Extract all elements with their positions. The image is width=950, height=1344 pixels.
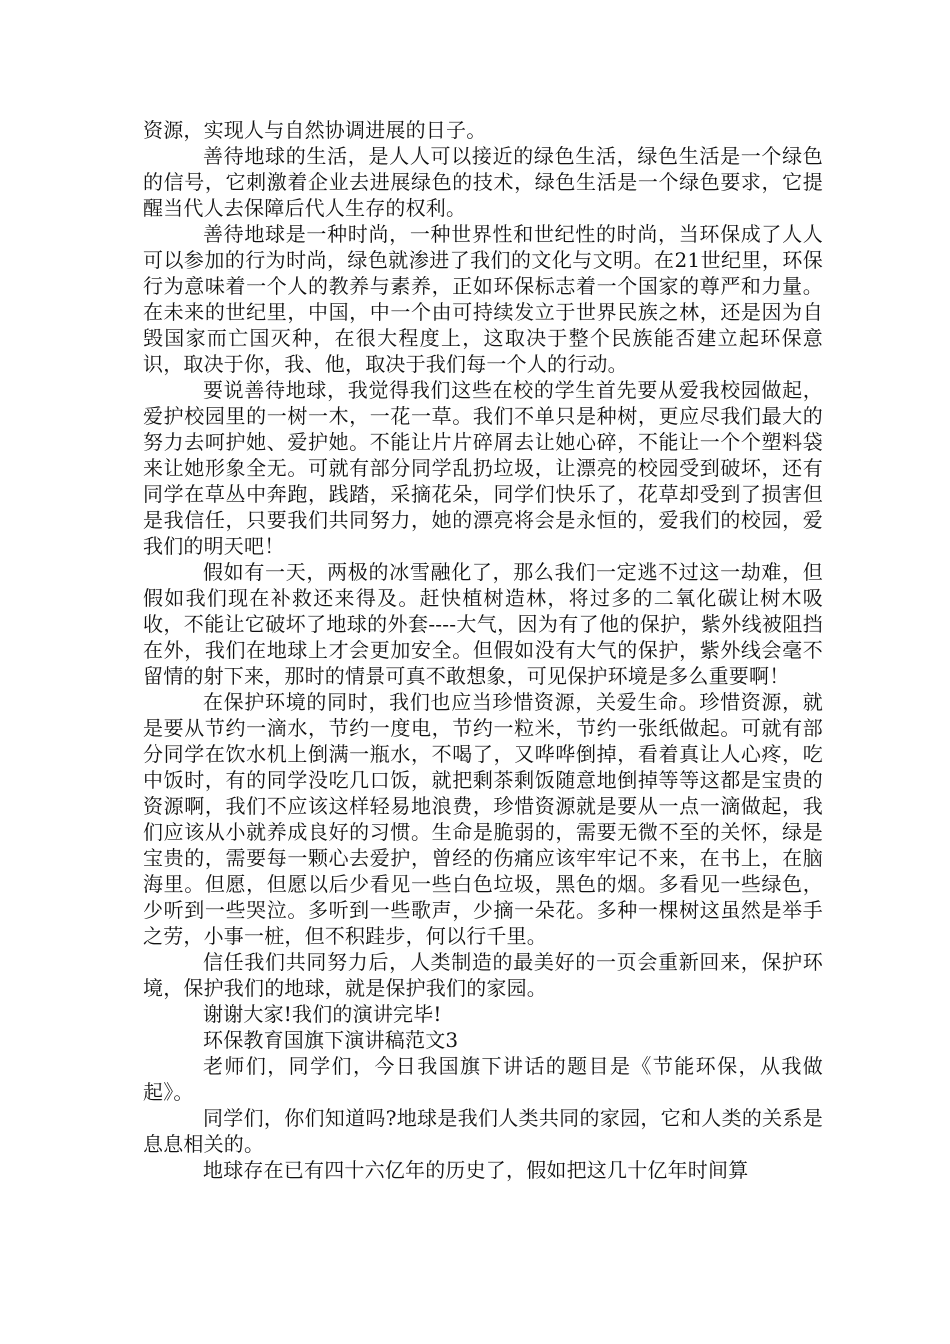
paragraph: 善待地球是一种时尚，一种世界性和世纪性的时尚，当环保成了人人可以参加的行为时尚，绿色就渗进了我们的文化与文明。在21世纪里，环保行为意味着一个人的教养与素养，正如环保标志着一个国家的尊严和力量。在未来的世纪里，中国，中一个由可持续发立于世界民族之林，还是因为自毁国家而亡国灭种，在很大程度上，这取决于整个民族能否建立起环保意识，取决于你，我、他，取决于我们每一个人的行动。 [143, 222, 823, 376]
paragraph: 资源，实现人与自然协调进展的日子。 [143, 118, 487, 142]
paragraph: 谢谢大家!我们的演讲完毕! [203, 1002, 442, 1026]
paragraph: 老师们，同学们，今日我国旗下讲话的题目是《节能环保，从我做起》。 [143, 1054, 823, 1104]
section-heading: 环保教育国旗下演讲稿范文3 [203, 1028, 459, 1052]
paragraph: 信任我们共同努力后，人类制造的最美好的一页会重新回来，保护环境，保护我们的地球，就是保护我们的家园。 [143, 950, 823, 1000]
paragraph: 假如有一天，两极的冰雪融化了，那么我们一定逃不过这一劫难，但假如我们现在补救还来得及。赶快植树造林，将过多的二氧化碳让树木吸收，不能让它破坏了地球的外套----大气，因为有了他的保护，紫外线被阻挡在外，我们在地球上才会更加安全。但假如没有大气的保护，紫外线会毫不留情的射下来，那时的情景可真不敢想象，可见保护环境是多么重要啊！ [143, 560, 823, 688]
paragraph: 同学们，你们知道吗?地球是我们人类共同的家园，它和人类的关系是息息相关的。 [143, 1106, 823, 1156]
document-body [143, 117, 823, 1183]
paragraph: 在保护环境的同时，我们也应当珍惜资源，关爱生命。珍惜资源，就是要从节约一滴水，节约一度电，节约一粒米，节约一张纸做起。可就有部分同学在饮水机上倒满一瓶水，不喝了，又哗哗倒掉，看着真让人心疼，吃中饭时，有的同学没吃几口饭，就把剩茶剩饭随意地倒掉等等这都是宝贵的资源啊，我们不应该这样轻易地浪费，珍惜资源就是要从一点一滴做起，我们应该从小就养成良好的习惯。生命是脆弱的，需要无微不至的关怀，绿是宝贵的，需要每一颗心去爱护，曾经的伤痛应该牢牢记不来，在书上，在脑海里。但愿，但愿以后少看见一些白色垃圾，黑色的烟。多看见一些绿色，少听到一些哭泣。多听到一些歌声，少摘一朵花。多种一棵树这虽然是举手之劳，小事一桩，但不积跬步，何以行千里。 [143, 690, 823, 948]
paragraph: 善待地球的生活，是人人可以接近的绿色生活，绿色生活是一个绿色的信号，它刺激着企业去进展绿色的技术，绿色生活是一个绿色要求，它提醒当代人去保障后代人生存的权利。 [143, 144, 823, 220]
paragraph: 要说善待地球，我觉得我们这些在校的学生首先要从爱我校园做起，爱护校园里的一树一木，一花一草。我们不单只是种树，更应尽我们最大的努力去呵护她、爱护她。不能让片片碎屑去让她心碎，不能让一个个塑料袋来让她形象全无。可就有部分同学乱扔垃圾，让漂亮的校园受到破坏，还有同学在草丛中奔跑，践踏，采摘花朵，同学们快乐了，花草却受到了损害但是我信任，只要我们共同努力，她的漂亮将会是永恒的，爱我们的校园，爱我们的明天吧！ [143, 378, 823, 558]
paragraph: 地球存在已有四十六亿年的历史了，假如把这几十亿年时间算 [203, 1158, 749, 1182]
